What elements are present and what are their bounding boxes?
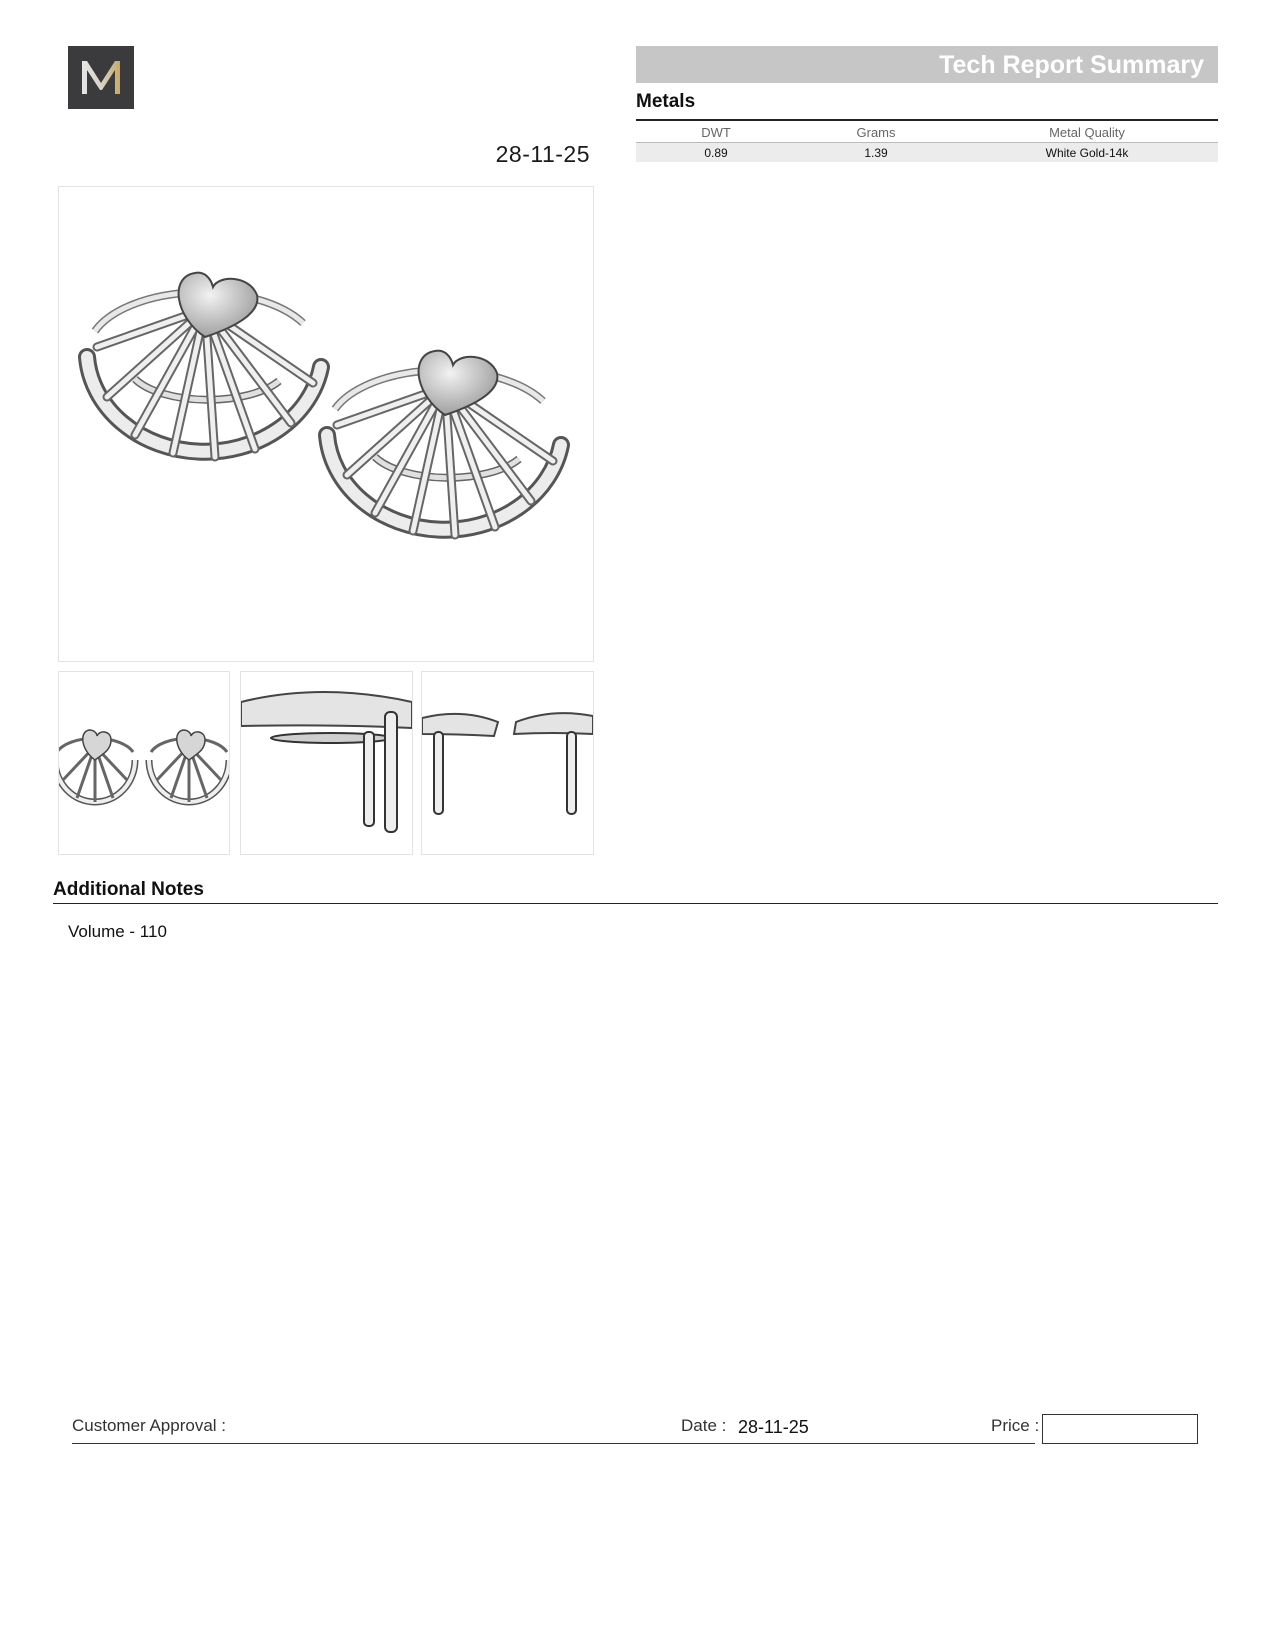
notes-divider	[53, 903, 1218, 904]
earrings-render-image	[59, 187, 593, 661]
metals-divider	[636, 119, 1218, 121]
cell-metal-quality: White Gold-14k	[956, 143, 1218, 163]
price-input-box[interactable]	[1042, 1414, 1198, 1444]
m-monogram-icon	[68, 46, 134, 109]
signature-line[interactable]	[72, 1443, 1035, 1444]
thumbnail-front-view[interactable]	[58, 671, 230, 855]
notes-text: Volume - 110	[68, 922, 167, 941]
footer-date-label: Date :	[681, 1416, 727, 1435]
report-date: 28-11-25	[495, 141, 590, 167]
side-pair-view-image	[422, 672, 593, 854]
thumbnail-side-view[interactable]	[240, 671, 413, 855]
column-header-grams: Grams	[796, 122, 956, 143]
price-label: Price :	[991, 1416, 1040, 1435]
main-render-view	[58, 186, 594, 662]
column-header-dwt: DWT	[636, 122, 796, 143]
column-header-metal-quality: Metal Quality	[956, 122, 1218, 143]
table-row	[636, 143, 1218, 163]
metals-heading: Metals	[636, 91, 696, 112]
report-title: Tech Report Summary	[939, 51, 1204, 79]
cell-dwt: 0.89	[636, 143, 796, 163]
thumbnail-side-pair-view[interactable]	[421, 671, 594, 855]
title-bar	[636, 46, 1218, 83]
metals-table	[636, 122, 1218, 162]
footer-date-value: 28-11-25	[738, 1417, 809, 1437]
cell-grams: 1.39	[796, 143, 956, 163]
customer-approval-label: Customer Approval :	[72, 1416, 227, 1435]
table-header-row	[636, 122, 1218, 143]
front-view-image	[59, 672, 229, 854]
company-logo	[68, 46, 134, 109]
side-view-image	[241, 672, 412, 854]
additional-notes-heading: Additional Notes	[53, 879, 204, 900]
